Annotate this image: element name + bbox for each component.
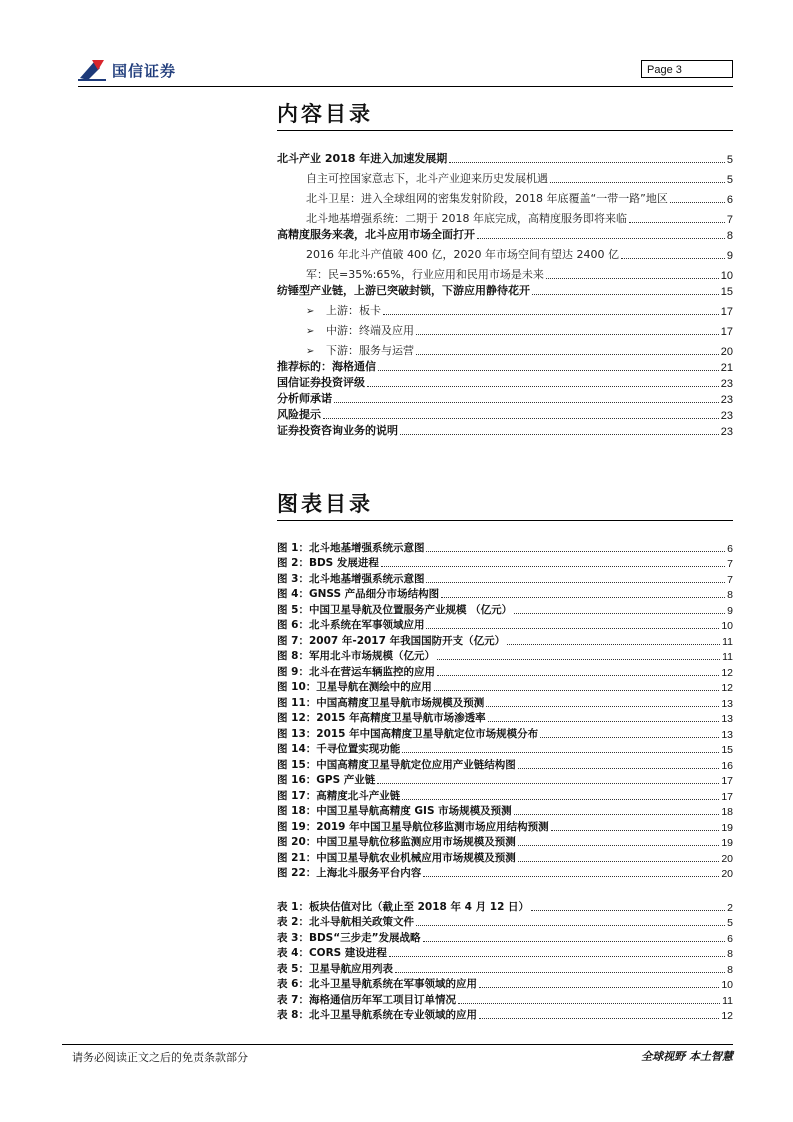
figure-entry[interactable]: 图 16：GPS 产业链 17 xyxy=(277,774,733,787)
figure-entry[interactable]: 图 1：北斗地基增强系统示意图 6 xyxy=(277,541,733,555)
figure-entry[interactable]: 图 2：BDS 发展进程 7 xyxy=(277,557,733,570)
footer-slogan: 全球视野 本土智慧 xyxy=(641,1050,733,1063)
figures-title: 图表目录 xyxy=(277,491,373,516)
figure-entry[interactable]: 图 22：上海北斗服务平台内容 20 xyxy=(277,867,733,880)
figure-entry[interactable]: 图 8：军用北斗市场规模（亿元） 11 xyxy=(277,650,733,663)
arrow-bullet-icon: ➢ xyxy=(306,346,315,357)
header-divider xyxy=(78,86,733,87)
contents-title-divider xyxy=(277,130,733,131)
arrow-bullet-icon: ➢ xyxy=(306,326,315,337)
figure-entry[interactable]: 图 14：千寻位置实现功能 15 xyxy=(277,743,733,756)
toc-entry[interactable]: ➢ 中游：终端及应用 17 xyxy=(306,324,733,338)
toc-entry[interactable]: 分析师承诺 23 xyxy=(277,392,733,406)
logo-mark-icon xyxy=(78,58,108,82)
table-entry[interactable]: 表 7：海格通信历年军工项目订单情况 11 xyxy=(277,993,733,1007)
figure-entry[interactable]: 图 11：中国高精度卫星导航市场规模及预测 13 xyxy=(277,696,733,710)
table-entry[interactable]: 表 6：北斗卫星导航系统在军事领域的应用 10 xyxy=(277,978,733,991)
figure-entry[interactable]: 图 9：北斗在营运车辆监控的应用 12 xyxy=(277,665,733,679)
toc-entry[interactable]: 北斗卫星：进入全球组网的密集发射阶段，2018 年底覆盖“一带一路”地区 6 xyxy=(306,192,733,206)
table-entry[interactable]: 表 4：CORS 建设进程 8 xyxy=(277,947,733,960)
table-entry[interactable]: 表 2：北斗导航相关政策文件 5 xyxy=(277,916,733,929)
toc-entry[interactable]: 风险提示 23 xyxy=(277,408,733,422)
toc-entry[interactable]: 自主可控国家意志下，北斗产业迎来历史发展机遇 5 xyxy=(306,172,733,186)
figure-entry[interactable]: 图 10：卫星导航在测绘中的应用 12 xyxy=(277,681,733,694)
figure-entry[interactable]: 图 18：中国卫星导航高精度 GIS 市场规模及预测 18 xyxy=(277,805,733,818)
toc-entry[interactable]: ➢ 下游：服务与运营 20 xyxy=(306,344,733,358)
footer-disclaimer: 请务必阅读正文之后的免责条款部分 xyxy=(72,1051,248,1064)
toc-entry[interactable]: 推荐标的：海格通信 21 xyxy=(277,360,733,374)
toc-entry[interactable]: 北斗产业 2018 年进入加速发展期 5 xyxy=(277,152,733,166)
table-entry[interactable]: 表 8：北斗卫星导航系统在专业领域的应用 12 xyxy=(277,1009,733,1022)
figure-entry[interactable]: 图 7：2007 年-2017 年我国国防开支（亿元） 11 xyxy=(277,634,733,648)
figure-list xyxy=(277,539,733,880)
table-entry[interactable]: 表 3：BDS“三步走”发展战略 6 xyxy=(277,931,733,945)
figures-title-divider xyxy=(277,520,733,521)
toc-entry[interactable]: 北斗地基增强系统：二期于 2018 年底完成，高精度服务即将来临 7 xyxy=(306,212,733,226)
page-header xyxy=(78,58,733,84)
figure-entry[interactable]: 图 17：高精度北斗产业链 17 xyxy=(277,789,733,803)
figure-entry[interactable]: 图 5：中国卫星导航及位置服务产业规模 （亿元） 9 xyxy=(277,603,733,617)
figure-entry[interactable]: 图 6：北斗系统在军事领域应用 10 xyxy=(277,619,733,632)
table-entry[interactable]: 表 1：板块估值对比（截止至 2018 年 4 月 12 日） 2 xyxy=(277,900,733,914)
contents-title: 内容目录 xyxy=(277,101,373,126)
toc-entry[interactable]: 2016 年北斗产值破 400 亿，2020 年市场空间有望达 2400 亿 9 xyxy=(306,248,733,262)
arrow-bullet-icon: ➢ xyxy=(306,306,315,317)
figure-entry[interactable]: 图 13：2015 年中国高精度卫星导航定位市场规模分布 13 xyxy=(277,727,733,741)
contents-list xyxy=(277,150,733,438)
page-number: Page 3 xyxy=(641,60,733,78)
toc-entry[interactable]: 国信证券投资评级 23 xyxy=(277,376,733,390)
company-logo xyxy=(78,58,176,82)
figure-entry[interactable]: 图 3：北斗地基增强系统示意图 7 xyxy=(277,572,733,586)
toc-entry[interactable]: 军：民=35%:65%，行业应用和民用市场是未来 10 xyxy=(306,268,733,282)
toc-entry[interactable]: 高精度服务来袭，北斗应用市场全面打开 8 xyxy=(277,228,733,242)
figure-entry[interactable]: 图 19：2019 年中国卫星导航位移监测市场应用结构预测 19 xyxy=(277,820,733,834)
figure-entry[interactable]: 图 12：2015 年高精度卫星导航市场渗透率 13 xyxy=(277,712,733,725)
figure-entry[interactable]: 图 4：GNSS 产品细分市场结构图 8 xyxy=(277,588,733,601)
toc-entry[interactable]: ➢ 上游：板卡 17 xyxy=(306,304,733,318)
toc-entry[interactable]: 纺锤型产业链，上游已突破封锁，下游应用静待花开 15 xyxy=(277,284,733,298)
footer-divider xyxy=(62,1044,733,1045)
toc-entry[interactable]: 证券投资咨询业务的说明 23 xyxy=(277,424,733,438)
logo-text: 国信证券 xyxy=(112,61,177,80)
figure-entry[interactable]: 图 15：中国高精度卫星导航定位应用产业链结构图 16 xyxy=(277,758,733,772)
figure-entry[interactable]: 图 20：中国卫星导航位移监测应用市场规模及预测 19 xyxy=(277,836,733,849)
table-entry[interactable]: 表 5：卫星导航应用列表 8 xyxy=(277,962,733,976)
table-list xyxy=(277,898,733,1022)
figure-entry[interactable]: 图 21：中国卫星导航农业机械应用市场规模及预测 20 xyxy=(277,851,733,865)
